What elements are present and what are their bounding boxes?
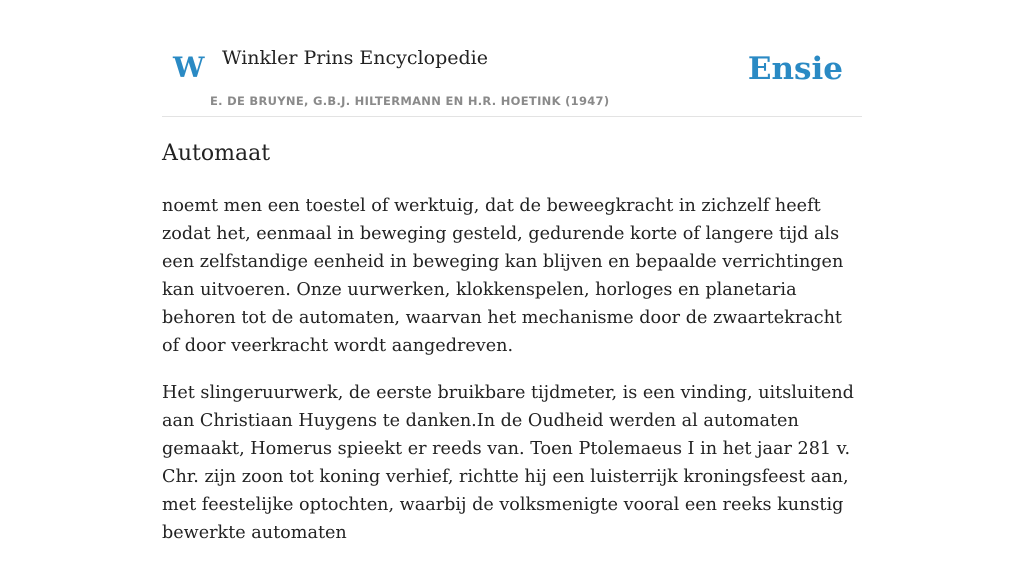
article-paragraph: Het slingeruurwerk, de eerste bruikbare tijdmeter, is een vinding, uitsluitend aan Christiaan Huygens te danken.In de Oudheid werden al automaten gemaakt, Homerus spieekt er reeds van. Toen Ptolemaeus I in het jaar 281 v. Chr. zijn zoon tot koning verhief, richtte hij een luisterrijk kroningsfeest aan, met feestelijke optochten, waarbij de volksmenigte vooral een reeks kunstig bewerkte automaten — [162, 383, 854, 543]
publication-authors: E. DE BRUYNE, G.B.J. HILTERMANN EN H.R. HOETINK (1947) — [210, 94, 610, 108]
publication-header — [162, 0, 862, 117]
article-body — [162, 192, 862, 566]
publication-title[interactable]: Winkler Prins Encyclopedie — [222, 47, 488, 69]
winkler-prins-logo[interactable]: W — [173, 51, 205, 84]
ensie-logo[interactable]: Ensie — [747, 51, 843, 87]
article-title: Automaat — [162, 141, 271, 166]
article-paragraph: noemt men een toestel of werktuig, dat de beweegkracht in zichzelf heeft zodat het, eenmaal in beweging gesteld, gedurende korte of langere tijd als een zelfstandige eenheid in beweging kan blijven en bepaalde verrichtingen kan uitvoeren. Onze uurwerken, klokkenspelen, horloges en planetaria behoren tot de automaten, waarvan het mechanisme door de zwaartekracht of door veerkracht wordt aangedreven. — [162, 196, 844, 356]
